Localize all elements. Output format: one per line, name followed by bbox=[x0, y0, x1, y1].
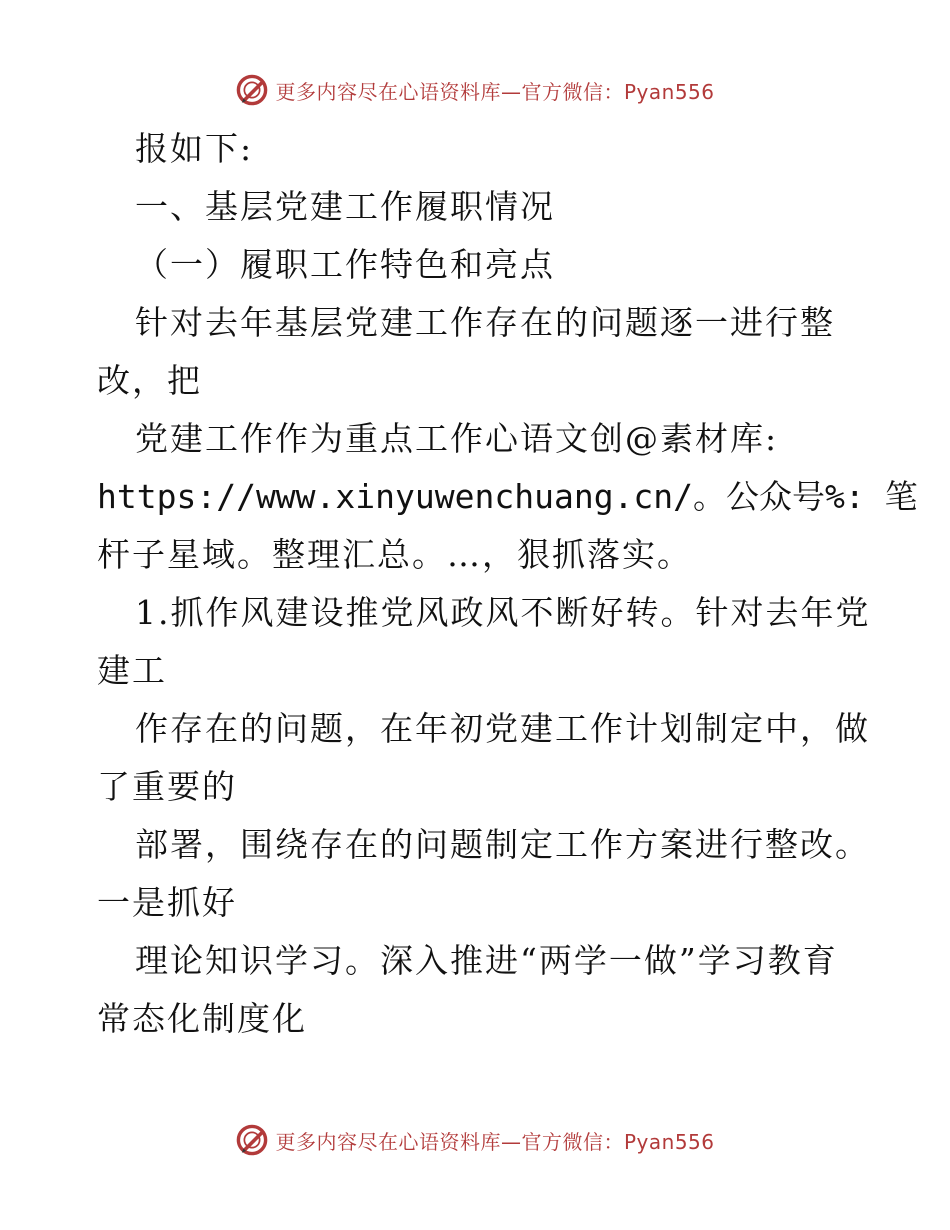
url-line: https://www.xinyuwenchuang.cn/。公众号%: 笔 bbox=[97, 477, 918, 516]
subsection-heading: （一）履职工作特色和亮点 bbox=[135, 245, 555, 284]
body-line: 理论知识学习。深入推进“两学一做”学习教育 bbox=[135, 941, 838, 980]
body-line: 建工 bbox=[97, 651, 167, 690]
section-heading: 一、基层党建工作履职情况 bbox=[135, 187, 555, 226]
footer-wechat-id: Pyan556 bbox=[623, 1129, 715, 1154]
footer-banner-text bbox=[275, 1126, 714, 1155]
footer-banner bbox=[0, 1120, 950, 1160]
header-banner bbox=[0, 70, 950, 110]
document-body bbox=[97, 120, 918, 1048]
pen-logo-icon bbox=[235, 73, 269, 107]
body-line: 作存在的问题，在年初党建工作计划制定中，做 bbox=[135, 709, 870, 748]
body-line: 了重要的 bbox=[97, 767, 237, 806]
body-line: 改，把 bbox=[97, 361, 202, 400]
body-line: 党建工作作为重点工作心语文创@素材库: bbox=[135, 419, 779, 458]
pen-logo-icon bbox=[235, 1123, 269, 1157]
body-line: 常态化制度化 bbox=[97, 999, 307, 1038]
body-line: 针对去年基层党建工作存在的问题逐一进行整 bbox=[135, 303, 835, 342]
header-wechat-id: Pyan556 bbox=[623, 79, 715, 104]
header-banner-text bbox=[275, 76, 714, 105]
body-line: 1.抓作风建设推党风政风不断好转。针对去年党 bbox=[135, 593, 871, 632]
body-line: 一是抓好 bbox=[97, 883, 237, 922]
header-banner-label: 更多内容尽在心语资料库—官方微信： bbox=[275, 79, 624, 104]
footer-banner-label: 更多内容尽在心语资料库—官方微信： bbox=[275, 1129, 624, 1154]
body-line: 部署，围绕存在的问题制定工作方案进行整改。 bbox=[135, 825, 870, 864]
body-line: 杆子星域。整理汇总。…，狠抓落实。 bbox=[97, 535, 692, 574]
body-line: 报如下: bbox=[135, 129, 254, 168]
